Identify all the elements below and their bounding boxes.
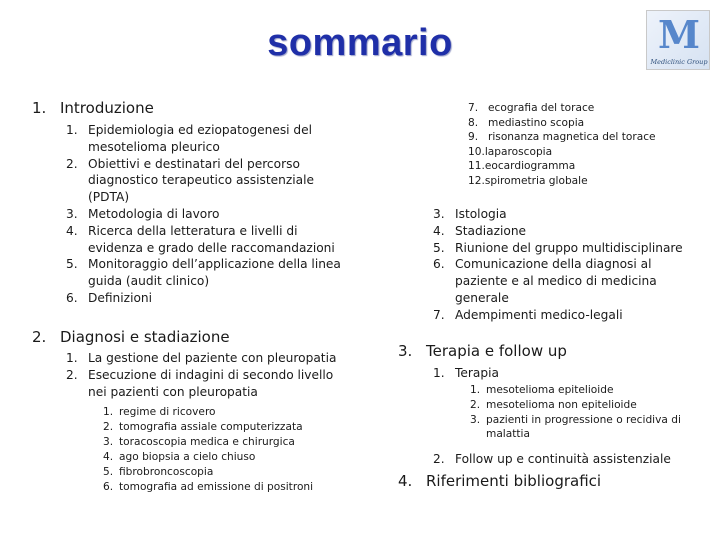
item-number: 2. — [66, 156, 78, 171]
detail-item — [468, 145, 698, 160]
item-label: Esecuzione di indagini di secondo livello nei pazienti con pleuropatia — [88, 367, 334, 399]
item-number: 3. — [66, 206, 78, 221]
item-number: 4. — [66, 223, 78, 238]
logo-emblem-icon: M — [657, 12, 701, 57]
item-label: mesotelioma non epitelioide — [486, 399, 637, 411]
section-1-heading — [32, 99, 352, 118]
item-label: tomografia assiale computerizzata — [119, 421, 303, 433]
detail-item — [103, 420, 343, 435]
section-3-heading-wrap — [398, 342, 698, 361]
item-label: toracoscopia medica e chirurgica — [119, 436, 295, 448]
left-column — [32, 99, 352, 118]
item-label: Monitoraggio dell’applicazione della linea guida (audit clinico) — [88, 257, 341, 289]
item-label: mesotelioma epitelioide — [486, 384, 614, 396]
details-continued — [468, 101, 698, 189]
item-number: 1. — [66, 123, 78, 137]
detail-item — [468, 174, 698, 189]
detail-item — [470, 398, 690, 413]
detail-item — [468, 159, 698, 174]
item-number: 2. — [433, 452, 445, 466]
section-2-heading — [32, 328, 352, 347]
detail-item — [468, 130, 698, 145]
item-label: fibrobroncoscopia — [119, 466, 214, 478]
detail-item — [103, 405, 343, 420]
section-2-heading-wrap — [32, 328, 352, 347]
item-label: Stadiazione — [455, 223, 527, 238]
detail-item — [103, 435, 343, 450]
item-number: 3. — [470, 414, 481, 426]
item-label: risonanza magnetica del torace — [488, 131, 656, 144]
section-4-heading — [398, 472, 698, 491]
item-label: ago biopsia a cielo chiuso — [119, 451, 256, 463]
list-item — [66, 122, 348, 156]
item-label: regime di ricovero — [119, 406, 216, 418]
section-3-item-1 — [433, 365, 703, 382]
section-number: 2. — [32, 328, 47, 346]
list-item — [66, 367, 346, 401]
item-label: Istologia — [455, 207, 507, 221]
item-number: 1. — [103, 406, 114, 418]
item-number: 12. — [468, 174, 485, 187]
item-number: 2. — [103, 421, 114, 433]
section-label: Diagnosi e stadiazione — [60, 328, 230, 346]
section-3-item-2 — [433, 451, 703, 468]
item-label: Terapia — [455, 366, 499, 380]
item-label: Ricerca della letteratura e livelli di evidenza e grado delle raccomandazioni — [88, 223, 335, 255]
section-3-heading — [398, 342, 698, 361]
list-item — [66, 290, 348, 307]
section-number: 4. — [398, 472, 413, 490]
item-label: Riunione del gruppo multidisciplinare — [455, 240, 683, 255]
section-number: 1. — [32, 99, 47, 117]
list-item — [433, 365, 703, 382]
list-item — [433, 240, 703, 257]
item-number: 1. — [470, 384, 481, 396]
detail-item — [468, 116, 698, 131]
section-4-heading-wrap — [398, 472, 698, 491]
list-item — [433, 451, 703, 468]
item-label: Metodologia di lavoro — [88, 206, 220, 221]
list-item — [433, 256, 693, 306]
section-label: Terapia e follow up — [426, 342, 567, 360]
item-label: eocardiogramma — [484, 160, 576, 173]
mediclinic-logo — [646, 10, 710, 70]
item-number: 4. — [103, 451, 114, 463]
item-label: spirometria globale — [484, 174, 588, 187]
item-label: pazienti in progressione o recidiva di malattia — [486, 414, 681, 440]
item-number: 7. — [468, 102, 479, 114]
item-number: 6. — [66, 290, 78, 305]
item-label: Comunicazione della diagnosi al paziente e al medico di medicina generale — [455, 257, 657, 305]
section-number: 3. — [398, 342, 413, 360]
section-2-details — [103, 405, 343, 495]
list-item — [66, 223, 348, 257]
list-item — [66, 256, 348, 290]
item-label: Definizioni — [88, 290, 153, 305]
item-number: 6. — [433, 257, 445, 272]
item-number: 3. — [103, 436, 114, 448]
section-label: Riferimenti bibliografici — [426, 472, 602, 490]
item-label: Obiettivi e destinatari del percorso diagnostico terapeutico assistenziale (PDTA) — [88, 156, 315, 205]
item-number: 8. — [468, 116, 479, 129]
section-3-details — [470, 383, 690, 441]
detail-item — [470, 383, 690, 398]
detail-item — [470, 413, 690, 441]
section-1-items — [66, 122, 348, 307]
item-label: Follow up e continuità assistenziale — [455, 452, 671, 466]
item-number: 6. — [103, 481, 114, 493]
page-title: sommario — [267, 22, 453, 64]
item-number: 4. — [433, 223, 445, 238]
item-number: 5. — [66, 257, 78, 272]
item-number: 9. — [468, 131, 479, 144]
item-number: 1. — [66, 351, 78, 365]
section-2-items — [66, 350, 346, 400]
detail-item — [103, 465, 343, 480]
section-2-items-continued — [433, 206, 703, 324]
list-item — [433, 307, 703, 324]
list-item — [66, 350, 346, 367]
logo-text: Mediclinic Group — [650, 58, 708, 66]
item-label: ecografia del torace — [488, 102, 595, 114]
list-item — [433, 206, 703, 223]
list-item — [66, 156, 348, 206]
item-label: tomografia ad emissione di positroni — [119, 481, 314, 493]
item-number: 11. — [468, 160, 485, 173]
item-label: La gestione del paziente con pleuropatia — [88, 351, 337, 365]
item-number: 5. — [433, 240, 445, 255]
item-label: Adempimenti medico-legali — [455, 307, 623, 322]
list-item — [433, 223, 703, 240]
item-number: 3. — [433, 207, 445, 221]
item-number: 10. — [468, 145, 485, 158]
item-number: 2. — [470, 399, 481, 411]
item-number: 5. — [103, 466, 114, 478]
detail-item — [468, 101, 698, 116]
item-label: laparoscopia — [484, 145, 553, 158]
section-label: Introduzione — [60, 99, 154, 117]
item-number: 7. — [433, 307, 445, 322]
item-number: 2. — [66, 367, 78, 382]
detail-item — [103, 450, 343, 465]
item-number: 1. — [433, 366, 445, 380]
list-item — [66, 206, 348, 223]
detail-item — [103, 480, 343, 495]
item-label: mediastino scopia — [488, 116, 585, 129]
item-label: Epidemiologia ed eziopatogenesi del mesotelioma pleurico — [88, 123, 313, 154]
